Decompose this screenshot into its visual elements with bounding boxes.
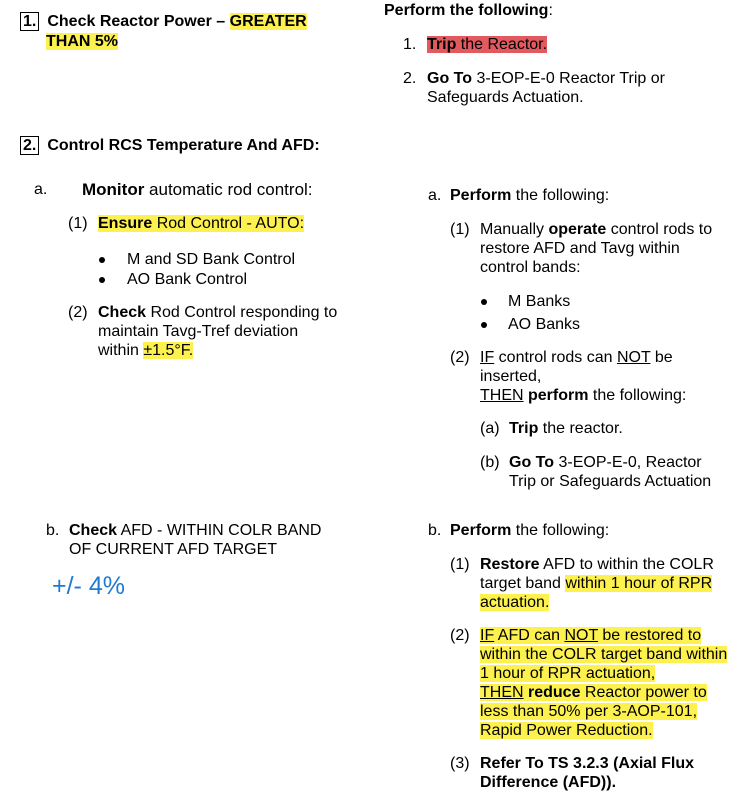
a2-line3 bbox=[98, 341, 193, 360]
step-1-header bbox=[20, 12, 307, 31]
rab-number: (b) bbox=[480, 454, 500, 471]
r2-line2: Safeguards Actuation. bbox=[427, 89, 584, 106]
rnp-b-text bbox=[450, 521, 609, 540]
step-1-line2 bbox=[46, 32, 118, 51]
step-2-title: Control RCS Temperature And AFD: bbox=[47, 137, 320, 154]
a1-rest: Rod Control - AUTO: bbox=[152, 215, 305, 232]
bullet-icon bbox=[99, 257, 105, 263]
ra2-line1 bbox=[480, 348, 673, 367]
a1-number: (1) bbox=[68, 215, 88, 232]
rb3-line2 bbox=[480, 773, 616, 792]
substep-b-rest: AFD - WITHIN COLR BAND bbox=[117, 522, 322, 539]
r1-number: 1. bbox=[403, 36, 417, 53]
rb1-line3 bbox=[480, 593, 549, 612]
a2-line2: maintain Tavg-Tref deviation bbox=[98, 323, 299, 340]
rb3-line1 bbox=[480, 754, 694, 773]
raa-number: (a) bbox=[480, 420, 500, 437]
rb2-line2 bbox=[480, 645, 727, 664]
step-number: 2. bbox=[20, 136, 39, 155]
rb1-highlight-2: actuation. bbox=[480, 594, 550, 611]
ra2-mid: control rods can bbox=[494, 349, 617, 366]
ra2-end: be bbox=[650, 349, 673, 366]
ra2-number: (2) bbox=[450, 349, 470, 366]
list-item: AO Bank Control bbox=[127, 271, 248, 288]
rnp-a-label: a. bbox=[428, 187, 442, 204]
rnp-header bbox=[384, 1, 553, 20]
substep-a-text bbox=[82, 180, 313, 199]
rb2-l2: within the COLR target band within bbox=[480, 646, 728, 663]
rb2-number: (2) bbox=[450, 627, 470, 644]
list-item: AO Banks bbox=[508, 316, 581, 333]
a1-text bbox=[98, 214, 304, 233]
rb1-highlight: within 1 hour of RPR bbox=[565, 575, 713, 592]
then-keyword: THEN bbox=[480, 684, 524, 701]
step-number: 1. bbox=[20, 12, 39, 31]
list-item: M Banks bbox=[508, 293, 571, 310]
action-verb: Go To bbox=[509, 454, 555, 471]
rb1-line2 bbox=[480, 574, 712, 593]
trip-highlight: Trip bbox=[427, 36, 457, 53]
rb1-plain: target band bbox=[480, 575, 566, 592]
ra1-pre: Manually bbox=[480, 221, 549, 238]
if-keyword: IF bbox=[480, 349, 495, 366]
action-verb: Ensure bbox=[98, 215, 153, 232]
rnp-b-label: b. bbox=[428, 522, 442, 539]
rb2-line1 bbox=[480, 626, 701, 645]
r2-line1-rest: 3-EOP-E-0 Reactor Trip or bbox=[472, 70, 665, 87]
ra2-line2: inserted, bbox=[480, 368, 542, 385]
rab-line1 bbox=[509, 453, 702, 472]
raa-rest: the reactor. bbox=[538, 420, 623, 437]
ra2-then-rest: the following: bbox=[588, 387, 687, 404]
rb2-line5 bbox=[480, 702, 697, 721]
rb2-then-rest: Reactor power to bbox=[580, 684, 707, 701]
ra1-line1 bbox=[480, 220, 712, 239]
substep-b-line2: OF CURRENT AFD TARGET bbox=[69, 541, 278, 558]
rb1-number: (1) bbox=[450, 556, 470, 573]
ra2-line3 bbox=[480, 386, 686, 405]
ra1-number: (1) bbox=[450, 221, 470, 238]
rnp-b-rest: the following: bbox=[511, 522, 610, 539]
ra1-line2: restore AFD and Tavg within bbox=[480, 240, 680, 257]
action-verb: perform bbox=[523, 387, 589, 404]
step-1-text: Check Reactor Power – bbox=[47, 13, 226, 30]
action-verb: Check bbox=[69, 522, 118, 539]
r1-text bbox=[427, 35, 547, 54]
ts-reference: Refer To TS 3.2.3 (Axial Flux bbox=[480, 755, 694, 772]
bullet-icon bbox=[481, 299, 487, 305]
bullet-icon bbox=[99, 277, 105, 283]
rnp-header-bold: Perform the following bbox=[384, 2, 549, 19]
action-verb: reduce bbox=[523, 684, 581, 701]
substep-b-label: b. bbox=[46, 522, 60, 539]
rab-rest: 3-EOP-E-0, Reactor bbox=[554, 454, 702, 471]
tolerance-value: ±1.5°F. bbox=[143, 342, 194, 359]
r1-rest: the Reactor. bbox=[456, 36, 548, 53]
step-1-highlight-2: THAN 5% bbox=[46, 33, 119, 50]
action-verb: Perform bbox=[450, 187, 512, 204]
substep-a-label: a. bbox=[34, 181, 48, 198]
rb2-line6 bbox=[480, 721, 653, 740]
ts-reference-2: Difference (AFD)). bbox=[480, 774, 617, 791]
rb2-line3 bbox=[480, 664, 655, 683]
r2-number: 2. bbox=[403, 70, 417, 87]
rb1-rest: AFD to within the COLR bbox=[539, 556, 714, 573]
not-keyword: NOT bbox=[564, 627, 598, 644]
action-verb: Go To bbox=[427, 70, 473, 87]
rb2-l3: 1 hour of RPR actuation, bbox=[480, 665, 656, 682]
bullet-icon bbox=[481, 322, 487, 328]
action-verb: Check bbox=[98, 304, 147, 321]
a2-line1-rest: Rod Control responding to bbox=[146, 304, 338, 321]
ra1-line3: control bands: bbox=[480, 259, 581, 276]
rnp-a-rest: the following: bbox=[511, 187, 610, 204]
rb2-l5: less than 50% per 3-AOP-101, bbox=[480, 703, 698, 720]
a2-number: (2) bbox=[68, 304, 88, 321]
not-keyword: NOT bbox=[616, 349, 651, 366]
rab-line2: Trip or Safeguards Actuation bbox=[509, 473, 712, 490]
substep-a-rest: automatic rod control: bbox=[144, 180, 313, 199]
substep-b-line1 bbox=[69, 521, 321, 540]
action-verb: Restore bbox=[480, 556, 540, 573]
action-verb: operate bbox=[548, 221, 607, 238]
rnp-header-rest: : bbox=[548, 2, 553, 19]
rb2-mid: AFD can bbox=[494, 627, 565, 644]
ra1-rest: control rods to bbox=[606, 221, 713, 238]
action-verb: Monitor bbox=[82, 180, 145, 199]
rb1-line1 bbox=[480, 555, 714, 574]
a2-line1 bbox=[98, 303, 337, 322]
then-keyword: THEN bbox=[480, 387, 524, 404]
step-2-header bbox=[20, 136, 320, 155]
a2-line3-plain: within bbox=[98, 342, 144, 359]
r2-line1 bbox=[427, 69, 665, 88]
action-verb: Trip bbox=[509, 420, 539, 437]
handwritten-note: +/- 4% bbox=[52, 572, 125, 600]
rb2-end: be restored to bbox=[597, 627, 702, 644]
rb2-line4 bbox=[480, 683, 707, 702]
raa-text bbox=[509, 419, 623, 438]
list-item: M and SD Bank Control bbox=[127, 251, 296, 268]
rnp-a-text bbox=[450, 186, 609, 205]
step-1-highlight: GREATER bbox=[229, 13, 307, 30]
action-verb: Perform bbox=[450, 522, 512, 539]
rb2-l6: Rapid Power Reduction. bbox=[480, 722, 653, 739]
rb3-number: (3) bbox=[450, 755, 470, 772]
if-keyword: IF bbox=[480, 627, 495, 644]
